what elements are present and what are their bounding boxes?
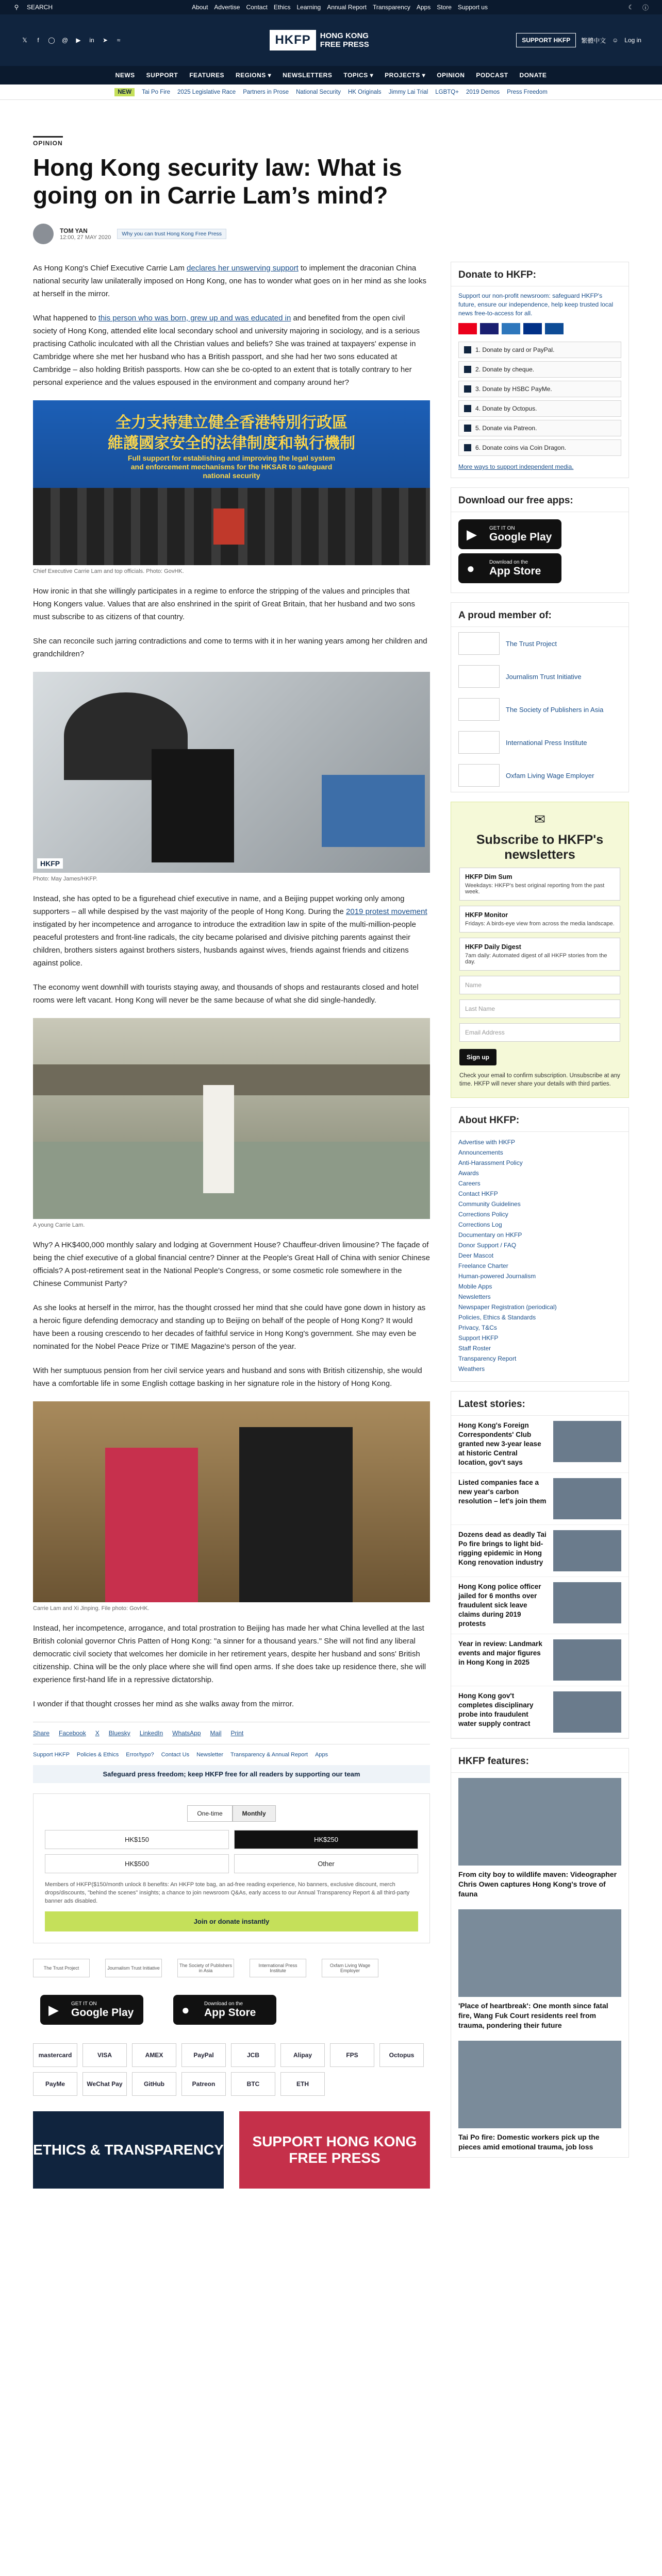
end-link[interactable]: Support HKFP	[33, 1752, 70, 1758]
payment-logo: PayMe	[33, 2072, 77, 2096]
top-link[interactable]: Ethics	[273, 4, 291, 11]
badge-line2: Google Play	[489, 531, 552, 543]
newsletter-option-title: HKFP Dim Sum	[465, 873, 512, 880]
story-thumbnail[interactable]	[553, 1691, 621, 1733]
option-icon	[464, 425, 471, 432]
story-title[interactable]: Listed companies face a new year's carbon resolution – let's join them	[458, 1479, 547, 1505]
about-link[interactable]: Support HKFP	[458, 1334, 499, 1342]
amount-option[interactable]: Other	[234, 1854, 418, 1873]
payment-logo: JCB	[231, 2043, 275, 2067]
partner-logo	[458, 632, 500, 655]
banner-english: Full support for establishing and improving the legal system and enforcement mechanisms for the HKSAR to safeguard national security	[127, 454, 336, 480]
new-badge: NEW	[114, 88, 135, 96]
partner-name: International Press Institute	[506, 738, 587, 747]
story-thumbnail[interactable]	[553, 1478, 621, 1519]
about-link[interactable]: Privacy, T&Cs	[458, 1324, 497, 1331]
app-store-badge[interactable]	[458, 519, 561, 549]
payment-logo: Octopus	[379, 2043, 424, 2067]
figure-caption: Carrie Lam and Xi Jinping. File photo: GovHK.	[33, 1605, 150, 1612]
end-link[interactable]: Contact Us	[161, 1752, 190, 1758]
app-store-badges-footer	[33, 1991, 430, 2029]
top-link[interactable]: Contact	[246, 4, 268, 11]
about-link[interactable]: Contact HKFP	[458, 1190, 498, 1197]
inline-link[interactable]: this person who was born, grew up and was educated in	[98, 314, 291, 323]
site-logo[interactable]	[270, 30, 369, 50]
donate-option-button[interactable]	[458, 400, 621, 417]
more-ways-link[interactable]: More ways to support independent media.	[458, 463, 574, 470]
support-hkfp-button[interactable]: SUPPORT HKFP	[516, 33, 576, 47]
top-link[interactable]: Advertise	[214, 4, 240, 11]
signup-button[interactable]: Sign up	[459, 1049, 496, 1065]
mastercard-icon	[458, 323, 477, 334]
ethics-banner[interactable]: ETHICS & TRANSPARENCY	[33, 2111, 224, 2189]
about-link[interactable]: Freelance Charter	[458, 1262, 508, 1269]
newsletter-title: Subscribe to HKFP's newsletters	[476, 833, 604, 862]
payment-logo: WeChat Pay	[82, 2072, 127, 2096]
newsletter-option-title: HKFP Monitor	[465, 911, 508, 919]
donate-option-button[interactable]	[458, 381, 621, 397]
nav-item[interactable]: PROJECTS ▾	[385, 72, 426, 79]
donate-box	[451, 262, 629, 478]
article-body	[33, 262, 430, 2189]
partner-logo[interactable]: The Trust Project	[33, 1959, 90, 1977]
logo-line2: FREE PRESS	[320, 40, 369, 49]
card-logos	[451, 323, 628, 338]
story-thumbnail[interactable]	[553, 1530, 621, 1571]
language-link[interactable]: 繁體中文	[581, 37, 606, 44]
byline	[33, 224, 629, 244]
payment-logo: VISA	[82, 2043, 127, 2067]
top-link[interactable]: Transparency	[372, 4, 410, 11]
login-link[interactable]: Log in	[624, 37, 641, 44]
carrie-lam-figure	[213, 509, 244, 545]
account-icon[interactable]: ☺	[612, 37, 619, 44]
share-link[interactable]: Share	[33, 1730, 50, 1737]
photo-young-lam	[33, 1018, 430, 1219]
inline-link[interactable]: 2019 protest movement	[346, 907, 427, 916]
x-icon[interactable]: 𝕏	[22, 37, 27, 44]
logo-mark: HKFP	[270, 30, 316, 50]
threads-icon[interactable]: @	[61, 37, 69, 44]
partners-box	[451, 602, 629, 792]
ticker-item[interactable]: Tai Po Fire	[142, 89, 171, 95]
share-link[interactable]: Mail	[210, 1730, 222, 1737]
feature-title[interactable]: 'Place of heartbreak': One month since fatal fire, Wang Fuk Court residents reel from trauma, pondering their future	[458, 2002, 608, 2029]
payment-logo: BTC	[231, 2072, 275, 2096]
donate-option-label: 3. Donate by HSBC PayMe.	[475, 385, 552, 393]
newsletter-input[interactable]: Last Name	[459, 999, 620, 1018]
payment-logo: Alipay	[280, 2043, 325, 2067]
figure-caption: Chief Executive Carrie Lam and top officials. Photo: GovHK.	[33, 568, 184, 574]
figure-lam-xi	[33, 1401, 430, 1612]
partner-item[interactable]	[451, 693, 628, 726]
nav-item[interactable]: TOPICS ▾	[343, 72, 374, 79]
partner-item[interactable]	[451, 726, 628, 759]
partner-logo	[458, 698, 500, 721]
xi-figure	[239, 1427, 353, 1602]
about-box	[451, 1107, 629, 1382]
paragraph: As Hong Kong's Chief Executive Carrie Lam declares her unswerving support to implement the draconian China national security law unilaterally imposed on Hong Kong, one has to wonder what goes on in her mind as she looks at herself in the mirror.	[33, 264, 426, 298]
option-icon	[464, 385, 471, 393]
jcb-icon	[545, 323, 564, 334]
author-name[interactable]: TOM YAN	[60, 227, 88, 234]
option-icon	[464, 366, 471, 373]
latest-story[interactable]	[451, 1416, 628, 1473]
newsletter-option[interactable]	[459, 868, 620, 901]
about-link[interactable]: Careers	[458, 1180, 481, 1187]
photo-protest	[33, 672, 430, 873]
newsletter-box	[451, 802, 629, 1098]
story-title[interactable]: Hong Kong's Foreign Correspondents' Club granted new 3-year lease at historic Central location, gov't says	[458, 1421, 541, 1466]
partners-title: A proud member of:	[451, 603, 628, 627]
person-figure	[203, 1085, 234, 1193]
ticker-item[interactable]: 2019 Demos	[466, 89, 500, 95]
article-category[interactable]: OPINION	[33, 136, 63, 147]
share-link[interactable]: Facebook	[59, 1730, 86, 1737]
amount-option[interactable]: HK$500	[45, 1854, 229, 1873]
info-icon[interactable]: ⓘ	[642, 4, 649, 11]
nav-item[interactable]: OPINION	[437, 72, 465, 79]
feature-title[interactable]: From city boy to wildlife maven: Videographer Chris Owen captures Hong Kong's trove of fauna	[458, 1870, 617, 1898]
latest-story[interactable]	[451, 1686, 628, 1738]
app-store-badge[interactable]	[173, 1995, 276, 2025]
share-link[interactable]: WhatsApp	[172, 1730, 201, 1737]
facebook-icon[interactable]: f	[37, 37, 39, 44]
story-thumbnail[interactable]	[553, 1421, 621, 1462]
about-title: About HKFP:	[451, 1108, 628, 1132]
partner-logo[interactable]: The Society of Publishers in Asia	[177, 1959, 234, 1977]
share-link[interactable]: X	[95, 1730, 100, 1737]
badge-line1: GET IT ON	[71, 2001, 97, 2007]
donate-option-label: 5. Donate via Patreon.	[475, 425, 537, 432]
monthly-toggle[interactable]: Monthly	[233, 1805, 276, 1822]
about-link[interactable]: Anti-Harassment Policy	[458, 1159, 523, 1166]
author-avatar	[33, 224, 54, 244]
partner-logo[interactable]: Journalism Trust Initiative	[105, 1959, 162, 1977]
feature-image[interactable]	[458, 2041, 621, 2128]
top-link[interactable]: Support us	[457, 4, 488, 11]
google-play-icon: ▶	[48, 2002, 59, 2018]
partner-logos-footer	[33, 1959, 430, 1977]
partner-logo	[458, 764, 500, 787]
donate-title: Donate to HKFP:	[451, 262, 628, 286]
ticker-item[interactable]: National Security	[296, 89, 341, 95]
about-link[interactable]: Human-powered Journalism	[458, 1273, 536, 1280]
article-title: Hong Kong security law: What is going on in Carrie Lam’s mind?	[33, 154, 402, 209]
badge-line1: GET IT ON	[489, 525, 515, 531]
partner-name: The Society of Publishers in Asia	[506, 705, 604, 714]
instagram-icon[interactable]: ◯	[48, 37, 55, 44]
payment-logo: PayPal	[181, 2043, 226, 2067]
donate-option-button[interactable]	[458, 420, 621, 436]
rss-icon[interactable]: ≈	[117, 37, 121, 44]
donate-option-label: 1. Donate by card or PayPal.	[475, 346, 555, 353]
amex-icon	[502, 323, 520, 334]
paypal-icon	[523, 323, 542, 334]
top-link[interactable]: Annual Report	[327, 4, 367, 11]
amount-option[interactable]: HK$150	[45, 1830, 229, 1849]
telegram-icon[interactable]: ➤	[102, 37, 108, 44]
badge-line1: Download on the	[204, 2001, 243, 2007]
logo-line1: HONG KONG	[320, 31, 369, 40]
ticker-item[interactable]: Jimmy Lai Trial	[388, 89, 428, 95]
feature-item[interactable]	[451, 1773, 628, 1904]
paragraph: With her sumptuous pension from her civil service years and husband and sons with British citizenship, she would have a comfortable life in some English cottage basking in her signature role in the history of Hong Kong.	[33, 1366, 422, 1388]
paragraph: The economy went downhill with tourists staying away, and thousands of shops and restaurants closed and hotel rooms were left vacant. Hong Kong will never be the same because of what she did single-handedly.	[33, 983, 419, 1005]
ticker-item[interactable]: HK Originals	[348, 89, 382, 95]
partner-item[interactable]	[451, 660, 628, 693]
nav-item[interactable]: PODCAST	[476, 72, 508, 79]
latest-story[interactable]	[451, 1634, 628, 1686]
share-bar	[33, 1722, 430, 1744]
photo-officials	[33, 400, 430, 565]
payment-logo: Patreon	[181, 2072, 226, 2096]
join-button[interactable]: Join or donate instantly	[45, 1911, 418, 1931]
social-icons	[21, 36, 123, 44]
badge-line2: App Store	[489, 565, 541, 577]
end-link[interactable]: Error/typo?	[126, 1752, 154, 1758]
paragraph: As she looks at herself in the mirror, has the thought crossed her mind that she could have gone down in history as a heroic figure defending democracy and standing up to Beijing on behalf of the people of Hong Kong? It would have been a rousing crescendo to her decades of faithful service in Hong Kong's government. She may even be nominated for the Nobel Peace Prize or TIME Magazine's person of the year.	[33, 1303, 426, 1351]
partner-logo[interactable]: International Press Institute	[250, 1959, 306, 1977]
linkedin-icon[interactable]: in	[89, 37, 94, 44]
nav-item[interactable]: NEWSLETTERS	[283, 72, 333, 79]
paragraph: Instead, her incompetence, arrogance, and total prostration to Beijing has made her what China levelled at the last British colonial governor Chris Patten of Hong Kong: "a sinner for a thousand years." She will not find any liberal democratic civil society that welcomes her domicile in her retirement years, despite her husband and sons' British citizenship. China will be the only place where she will find open arms. If she does take up residence there, she will experience first-hand life in a repressive dictatorship.	[33, 1624, 426, 1684]
hkfp-watermark: HKFP	[37, 858, 63, 869]
newsletter-option[interactable]	[459, 938, 620, 971]
feature-image[interactable]	[458, 1778, 621, 1866]
paragraph: How ironic in that she willingly participates in a regime to enforce the stripping of the values and principles that Hong Kongers value. Values that are also enshrined in the spirit of Great Britain, that her husband and two sons must subscribe to as citizens of that country.	[33, 587, 415, 621]
partner-name: Journalism Trust Initiative	[506, 672, 582, 681]
about-link[interactable]: Deer Mascot	[458, 1252, 494, 1259]
story-title[interactable]: Hong Kong police officer jailed for 6 months over fraudulent sick leave claims during 2019 protests	[458, 1583, 541, 1628]
story-title[interactable]: Dozens dead as deadly Tai Po fire brings to light bid-rigging epidemic in Hong Kong renovation industry	[458, 1531, 547, 1566]
top-link[interactable]: Learning	[296, 4, 321, 11]
partner-item[interactable]	[451, 759, 628, 792]
nav-item[interactable]: REGIONS ▾	[235, 72, 272, 79]
support-banner[interactable]: SUPPORT HONG KONG FREE PRESS	[239, 2111, 430, 2189]
search-link[interactable]: SEARCH	[27, 4, 53, 11]
photo-lam-xi	[33, 1401, 430, 1602]
payment-logo: FPS	[330, 2043, 374, 2067]
latest-story[interactable]	[451, 1473, 628, 1525]
ticker-item[interactable]: Partners in Prose	[243, 89, 289, 95]
banner-chinese-2: 維護國家安全的法律制度和執行機制	[108, 434, 355, 452]
moon-icon[interactable]: ☾	[628, 4, 634, 11]
nav-item[interactable]: FEATURES	[189, 72, 224, 79]
newsletter-input[interactable]: Name	[459, 976, 620, 994]
protester-figure	[152, 749, 234, 862]
lam-figure	[105, 1448, 198, 1602]
partner-logo	[458, 665, 500, 688]
donate-option-button[interactable]	[458, 361, 621, 378]
app-store-badge[interactable]	[458, 553, 561, 583]
paragraph: Why? A HK$400,000 monthly salary and lodging at Government House? Chauffeur-driven limousine? The façade of being the chief executive of a global financial centre? Dinner at the People's Great Hall of China with senior Chinese officials? A post-retirement seat in the National People's Congress, or some cosmetic role somewhere in the Chinese Communist Party?	[33, 1241, 430, 1288]
donate-option-label: 4. Donate by Octopus.	[475, 405, 537, 412]
top-link[interactable]: About	[192, 4, 208, 11]
about-link[interactable]: Transparency Report	[458, 1355, 517, 1362]
about-link[interactable]: Policies, Ethics & Standards	[458, 1314, 536, 1321]
story-thumbnail[interactable]	[553, 1639, 621, 1681]
banner-chinese-1: 全力支持建立健全香港特別行政區	[115, 414, 347, 432]
ticker-item[interactable]: LGBTQ+	[435, 89, 459, 95]
apple-icon: ●	[467, 561, 475, 576]
donate-option-label: 2. Donate by cheque.	[475, 366, 535, 373]
google-play-icon: ▶	[467, 527, 477, 542]
about-link[interactable]: Corrections Log	[458, 1221, 502, 1228]
about-link[interactable]: Corrections Policy	[458, 1211, 508, 1218]
feature-image[interactable]	[458, 1909, 621, 1997]
story-title[interactable]: Year in review: Landmark events and major figures in Hong Kong in 2025	[458, 1640, 542, 1666]
end-link[interactable]: Policies & Ethics	[76, 1752, 119, 1758]
barrier-shape	[322, 775, 425, 847]
about-link[interactable]: Awards	[458, 1170, 479, 1177]
newsletter-input[interactable]: Email Address	[459, 1023, 620, 1042]
one-time-toggle[interactable]: One-time	[187, 1805, 232, 1822]
newsletter-note: Check your email to confirm subscription. Unsubscribe at any time. HKFP will never share your details with third parties.	[459, 1073, 620, 1087]
top-link[interactable]: Apps	[416, 4, 431, 11]
donate-strip[interactable]: Safeguard press freedom; keep HKFP free for all readers by supporting our team	[33, 1765, 430, 1783]
newsletter-option-desc: 7am daily: Automated digest of all HKFP stories from the day.	[465, 953, 607, 965]
partner-logo[interactable]: Oxfam Living Wage Employer	[322, 1959, 378, 1977]
about-link[interactable]: Documentary on HKFP	[458, 1231, 522, 1239]
figure-caption: Photo: May James/HKFP.	[33, 876, 98, 882]
end-links	[33, 1752, 430, 1758]
nav-item[interactable]: SUPPORT	[146, 72, 178, 79]
share-link[interactable]: Print	[230, 1730, 244, 1737]
option-icon	[464, 444, 471, 451]
partner-name: The Trust Project	[506, 639, 557, 648]
amount-option-selected[interactable]: HK$250	[234, 1830, 418, 1849]
partner-item[interactable]	[451, 627, 628, 660]
newsletter-option-desc: Weekdays: HKFP's best original reporting from the past week.	[465, 883, 605, 895]
trending-ticker	[0, 84, 662, 100]
feature-title[interactable]: Tai Po fire: Domestic workers pick up the pieces amid emotional trauma, job loss	[458, 2133, 600, 2151]
latest-box	[451, 1391, 629, 1739]
visa-icon	[480, 323, 499, 334]
figure-caption: A young Carrie Lam.	[33, 1222, 85, 1228]
ticker-item[interactable]: Press Freedom	[507, 89, 548, 95]
partner-name: Oxfam Living Wage Employer	[506, 771, 594, 779]
donate-option-label: 6. Donate coins via Coin Dragon.	[475, 444, 567, 451]
top-link[interactable]: Store	[437, 4, 452, 11]
features-box	[451, 1748, 629, 2158]
story-thumbnail[interactable]	[553, 1582, 621, 1623]
paragraph: What happened to this person who was born, grew up and was educated in and benefited from the open civil society of Hong Kong, attended elite local secondary school and university majoring in sociology, and is a serious practising Catholic inculcated with all the Christian values and beliefs? She was trained at taxpayers' expense in Cambridge where she met her husband who has a British passport, and she had her two sons educated at Cambridge – also holding British passports. How can she be co-opted to an extent that is totally contrary to her personal experience and the values espoused in the environment and company around her?	[33, 314, 420, 387]
apps-title: Download our free apps:	[451, 488, 628, 512]
share-link[interactable]: LinkedIn	[139, 1730, 163, 1737]
badge-line2: App Store	[204, 2006, 256, 2019]
search-icon[interactable]: ⚲	[14, 4, 19, 11]
newsletter-option-title: HKFP Daily Digest	[465, 943, 521, 951]
about-link[interactable]: Donor Support / FAQ	[458, 1242, 517, 1249]
donate-intro[interactable]: Support our non-profit newsroom: safeguard HKFP's future, ensure our independence, help keep trusted local news free-to-access for all.	[458, 292, 614, 317]
option-icon	[464, 405, 471, 412]
payment-logo: ETH	[280, 2072, 325, 2096]
app-store-badge[interactable]	[40, 1995, 143, 2025]
paragraph: I wonder if that thought crosses her mind as she walks away from the mirror.	[33, 1700, 294, 1708]
latest-title: Latest stories:	[451, 1392, 628, 1416]
site-header	[0, 14, 662, 66]
main-nav	[0, 66, 662, 84]
payment-logo: GitHub	[132, 2072, 176, 2096]
trust-pill[interactable]: Why you can trust Hong Kong Free Press	[117, 229, 226, 239]
end-link[interactable]: Transparency & Annual Report	[230, 1752, 308, 1758]
donate-option-button[interactable]	[458, 439, 621, 456]
about-link[interactable]: Mobile Apps	[458, 1283, 492, 1290]
mail-icon: ✉	[534, 811, 545, 827]
membership-note: Members of HKFP($150/month unlock 8 benefits: An HKFP tote bag, an ad-free reading experience, No banners, exclusive discount, merch drops/discounts, "behind the scenes" insights; a chance to join newsroom Q&As, early access to our Annual Transparency Report & all third-party banner ads disabled.	[45, 1882, 410, 1904]
end-link[interactable]: Newsletter	[196, 1752, 224, 1758]
top-utility-bar	[0, 0, 662, 14]
about-link[interactable]: Staff Roster	[458, 1345, 491, 1352]
paragraph: She can reconcile such jarring contradictions and come to terms with it in her waning years among her children and grandchildren?	[33, 637, 427, 658]
story-title[interactable]: Hong Kong gov't completes disciplinary probe into fraudulent water supply contract	[458, 1692, 534, 1727]
nav-item[interactable]: NEWS	[115, 72, 135, 79]
newsletter-option[interactable]	[459, 906, 620, 933]
ticker-item[interactable]: 2025 Legislative Race	[177, 89, 236, 95]
about-link[interactable]: Community Guidelines	[458, 1200, 521, 1208]
donation-form	[33, 1793, 430, 1943]
paragraph: Instead, she has opted to be a figurehead chief executive in name, and a Beijing puppet working only among supporters – all while despised by the vast majority of the people of Hong Kong. During the 2019 protest movement instigated by her incompetence and arrogance to introduce the extradition law in spite of the multi-million-people peaceful protesters and front-line radicals, the city became polarised and divisive pitching parents against their children, brothers sisters against brothers sisters, husbands against wives, friends against friends and citizens against police.	[33, 894, 427, 968]
share-link[interactable]: Bluesky	[108, 1730, 130, 1737]
newsletter-option-desc: Fridays: A birds-eye view from across the media landscape.	[465, 921, 615, 927]
about-link[interactable]: Announcements	[458, 1149, 503, 1156]
nav-item[interactable]: DONATE	[519, 72, 547, 79]
about-link[interactable]: Newsletters	[458, 1293, 491, 1300]
latest-story[interactable]	[451, 1525, 628, 1577]
badge-line1: Download on the	[489, 559, 528, 565]
top-links	[192, 4, 488, 11]
about-link[interactable]: Newspaper Registration (periodical)	[458, 1303, 557, 1311]
latest-story[interactable]	[451, 1577, 628, 1634]
badge-line2: Google Play	[71, 2006, 134, 2019]
features-title: HKFP features:	[451, 1749, 628, 1773]
sidebar	[451, 262, 629, 2189]
payment-logos	[33, 2043, 430, 2096]
figure-officials	[33, 400, 430, 574]
publish-date: 12:00, 27 MAY 2020	[60, 234, 111, 241]
apple-icon: ●	[181, 2002, 190, 2018]
about-link[interactable]: Advertise with HKFP	[458, 1139, 516, 1146]
donate-option-button[interactable]	[458, 342, 621, 358]
payment-logo: mastercard	[33, 2043, 77, 2067]
end-link[interactable]: Apps	[315, 1752, 328, 1758]
payment-logo: AMEX	[132, 2043, 176, 2067]
youtube-icon[interactable]: ▶	[76, 37, 81, 44]
inline-link[interactable]: declares her unswerving support	[187, 264, 299, 273]
option-icon	[464, 346, 471, 353]
apps-box	[451, 487, 629, 593]
partner-logo	[458, 731, 500, 754]
feature-item[interactable]	[451, 2036, 628, 2157]
about-link[interactable]: Weathers	[458, 1365, 485, 1372]
figure-protest	[33, 672, 430, 882]
feature-item[interactable]	[451, 1904, 628, 2036]
figure-young-lam	[33, 1018, 430, 1228]
